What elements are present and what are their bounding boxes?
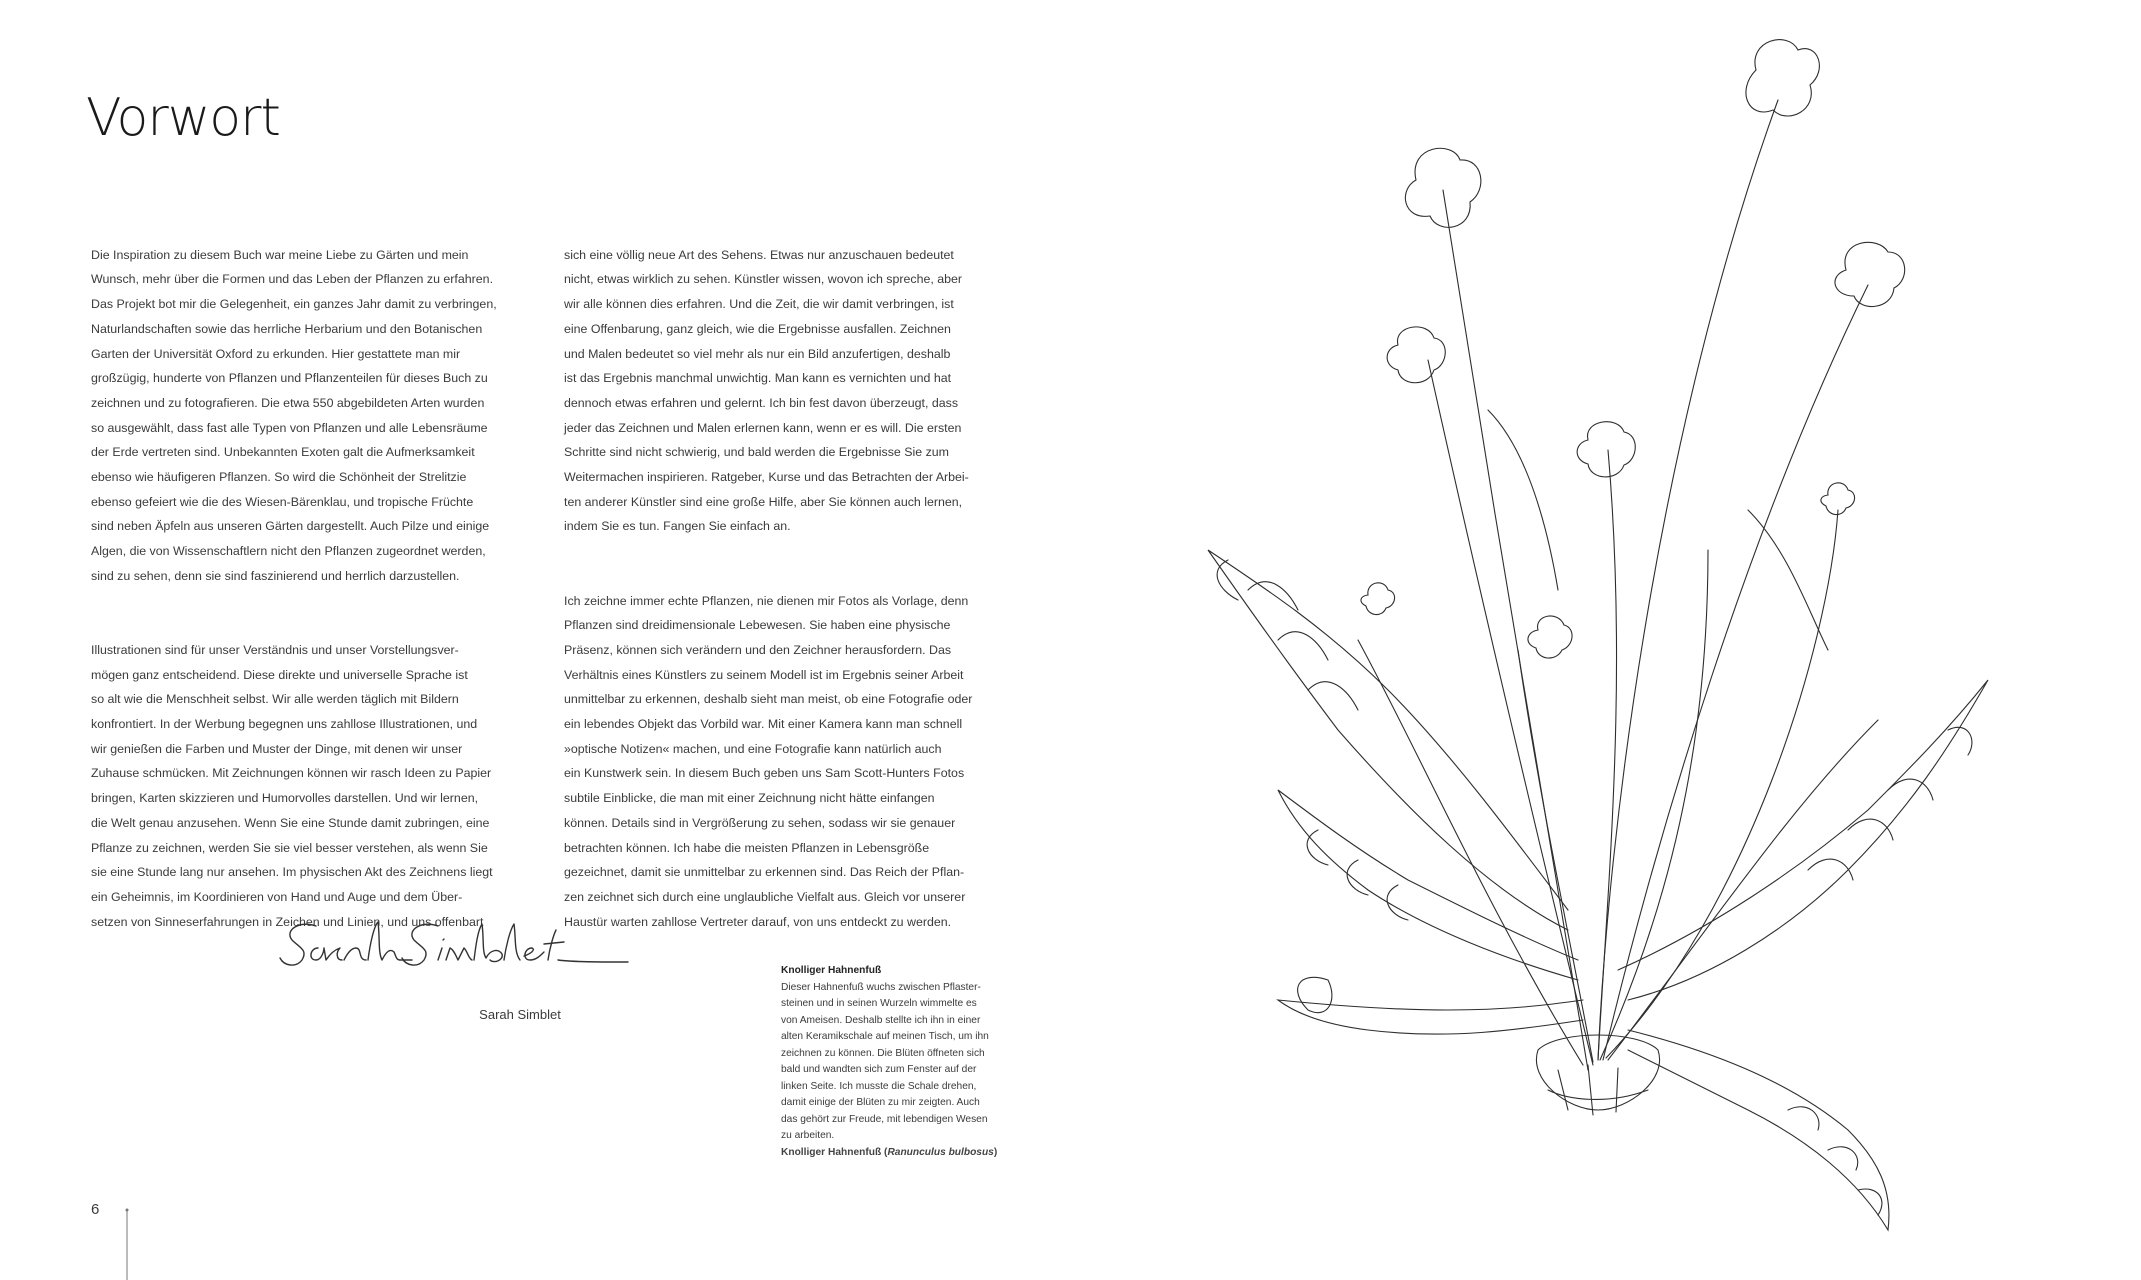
plant-common-name: Knolliger Hahnenfuß (781, 1146, 882, 1158)
caption-plant-name: Knolliger Hahnenfuß (Ranunculus bulbosus) (781, 1146, 998, 1158)
paragraph: Die Inspiration zu diesem Buch war meine Liebe zu Gärten und mein Wunsch, mehr über die Formen und das Leben der Pflanzen zu erfahren. Das Projekt bot mir die Gelegenheit, ein ganzes Jahr damit zu verbringen, Naturlandschaften sowie das herrliche Herbarium und den Botanischen Garten der Universität Oxford zu erkunden. Hier gestattete man mir großzügig, hunderte von Pflanzen und Pflanzenteilen für dieses Buch zu zeichnen und zu fotografieren. Die etwa 550 abgebildeten Arten wurden so ausgewählt, dass fast alle Typen von Pflanzen und alle Lebensräume der Erde vertreten sind. Unbekannten Exoten galt die Aufmerksamkeit ebenso wie häufigeren Pflanzen. So wird die Schönheit der Strelitzie ebenso gefeiert wie die des Wiesen-Bärenklau, und tropische Früchte sind neben Äpfeln aus unseren Gärten dargestellt. Auch Pilze und einige Algen, die von Wissenschaftlern nicht den Pflanzen zugeordnet werden, sind zu sehen, denn sie sind faszinierend und herrlich darzustellen. (91, 247, 497, 583)
paragraph: Ich zeichne immer echte Pflanzen, nie dienen mir Fotos als Vorlage, denn Pflanzen sind dreidimensionale Lebewesen. Sie haben eine physische Präsenz, können sich verändern und den Zeichner herausfordern. Das Verhältnis eines Künstlers zu seinem Modell ist im Ergebnis seiner Arbeit unmittelbar zu erkennen, deshalb sieht man meist, ob eine Fotografie oder ein lebendes Objekt das Vorbild war. Mit einer Kamera kann man schnell »optische Notizen« machen, und eine Fotografie kann natürlich auch ein Kunstwerk sein. In diesem Buch geben uns Sam Scott-Hunters Fotos subtile Einblicke, die man mit einer Zeichnung nicht hätte einfangen können. Details sind in Vergrößerung zu sehen, sodass wir sie genauer betrachten können. Ich habe die meisten Pflanzen in Lebensgröße gezeichnet, damit sie unmittelbar zu erkennen sind. Das Reich der Pflan- zen zeichnet sich durch eine unglaubliche Vielfalt aus. Gleich vor unserer Haustür warten zahllose Vertreter darauf, von uns entdeckt zu werden. (564, 593, 973, 929)
paragraph: sich eine völlig neue Art des Sehens. Etwas nur anzuschauen bedeutet nicht, etwas wirklich zu sehen. Künstler wissen, wovon ich spreche, aber wir alle können dies erfahren. Und die Zeit, die wir damit verbringen, ist eine Offenbarung, ganz gleich, wie die Ergebnisse ausfallen. Zeichnen und Malen bedeutet so viel mehr als nur ein Bild anzufertigen, deshalb ist das Ergebnis manchmal unwichtig. Man kann es vernichten und hat dennoch etwas erfahren und gelernt. Ich bin fest davon überzeugt, dass jeder das Zeichnen und Malen erlernen kann, wenn er es will. Die ersten Schritte sind nicht schwierig, und bald werden die Ergebnisse Sie zum Weitermachen inspirieren. Ratgeber, Kurse und das Betrachten der Arbei- ten anderer Künstler sind eine große Hilfe, aber Sie können auch lernen, indem Sie es tun. Fangen Sie einfach an. (564, 247, 969, 534)
paragraph: Illustrationen sind für unser Verständnis und unser Vorstellungsver- mögen ganz entscheidend. Diese direkte und universelle Sprache ist so alt wie die Menschheit selbst. Wir alle werden täglich mit Bildern konfrontiert. In der Werbung begegnen uns zahllose Illustrationen, und wir genießen die Farben und Muster der Dinge, mit denen wir unser Zuhause schmücken. Mit Zeichnungen können wir rasch Ideen zu Papier bringen, Karten skizzieren und Humorvolles darstellen. Und wir lernen, die Welt genau anzusehen. Wenn Sie eine Stunde damit zubringen, eine Pflanze zu zeichnen, werden Sie sie viel besser verstehen, als wenn Sie sie eine Stunde lang nur ansehen. Im physischen Akt des Zeichnens liegt ein Geheimnis, im Koordinieren von Hand und Auge und dem Über- setzen von Sinneserfahrungen in Zeichen und Linien, und uns offenbart (91, 642, 493, 929)
author-name: Sarah Simblet (479, 1007, 561, 1022)
page-marker-rule (124, 1208, 130, 1280)
plant-latin-name: Ranunculus bulbosus (887, 1146, 994, 1158)
page-title: Vorwort (86, 88, 280, 148)
text-column-left (91, 218, 546, 959)
signature-image (278, 918, 630, 980)
caption-title: Knolliger Hahnenfuß (781, 965, 882, 976)
text-column-right (564, 218, 1019, 959)
buttercup-plant-drawing (1188, 30, 2008, 1260)
page-number: 6 (91, 1201, 100, 1218)
figure-caption (781, 963, 1021, 1161)
caption-body: Dieser Hahnenfuß wuchs zwischen Pflaster- steinen und in seinen Wurzeln wimmelte es von Ameisen. Deshalb stellte ich ihn in einer alten Keramikschale auf meinen Tisch, um ihn zeichnen zu können. Die Blüten öffneten sich bald und wandten sich zum Fenster auf der linken Seite. Ich musste die Schale drehen, damit einige der Blüten zu mir zeigten. Auch das gehört zur Freude, mit lebendigen Wesen zu arbeiten. (781, 981, 989, 1141)
